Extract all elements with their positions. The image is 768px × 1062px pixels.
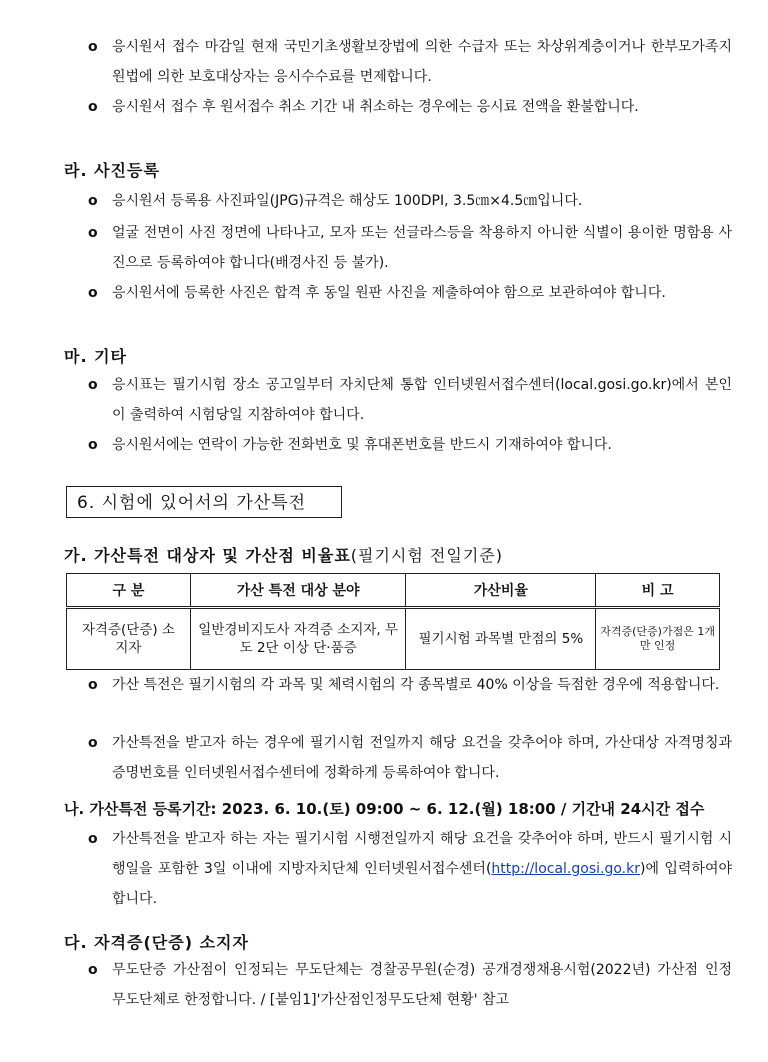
column-header: 구 분	[67, 574, 191, 608]
admission-ticket-item	[88, 370, 732, 430]
photo-keep-text: 응시원서에 등록한 사진은 합격 후 동일 원판 사진을 제출하여야 함으로 보관하여야 합니다.	[112, 285, 666, 301]
bullet-mark: o	[88, 225, 98, 241]
table-cell-category: 자격증(단증) 소지자	[67, 608, 191, 670]
bonus-table-heading	[64, 543, 503, 566]
bonus-threshold-text: 가산 특전은 필기시험의 각 과목 및 체력시험의 각 종목별로 40% 이상을 득점한 경우에 적용합니다.	[112, 677, 720, 693]
registration-item	[88, 824, 732, 914]
cert-section-heading: 다. 자격증(단증) 소지자	[64, 933, 249, 952]
bullet-mark: o	[88, 962, 98, 978]
refund-item	[88, 92, 732, 122]
table-cell-field: 일반경비지도사 자격증 소지자, 무도 2단 이상 단·품증	[190, 608, 406, 670]
contact-text: 응시원서에는 연락이 가능한 전화번호 및 휴대폰번호를 반드시 기재하여야 합니다.	[112, 437, 612, 453]
bullet-mark: o	[88, 285, 98, 301]
bonus-threshold-item	[88, 670, 732, 700]
bullet-mark: o	[88, 39, 98, 55]
bullet-mark: o	[88, 831, 98, 847]
photo-face-item	[88, 218, 732, 278]
registration-text-after: )에 입력하여야 합니다.	[112, 861, 732, 907]
table-cell-ratio: 필기시험 과목별 만점의 5%	[406, 608, 596, 670]
bonus-register-text: 가산특전을 받고자 하는 경우에 필기시험 전일까지 해당 요건을 갖추어야 하며, 가산대상 자격명칭과 증명번호를 인터넷원서접수센터에 정확하게 등록하여야 합니다.	[112, 735, 732, 781]
registration-text	[92, 824, 732, 914]
bullet-mark: o	[88, 677, 98, 693]
photo-spec-item	[88, 186, 732, 216]
refund-text: 응시원서 접수 후 원서접수 취소 기간 내 취소하는 경우에는 응시료 전액을 환불합니다.	[112, 99, 639, 115]
column-header: 가산비율	[406, 574, 596, 608]
martial-arts-text: 무도단증 가산점이 인정되는 무도단체는 경찰공무원(순경) 공개경쟁채용시험(2022년) 가산점 인정 무도단체로 한정합니다. / [붙임1]'가산점인정무도단체 현황' 참고	[112, 962, 732, 1008]
table-row	[67, 608, 720, 670]
bonus-register-item	[88, 728, 732, 788]
registration-text-before: 가산특전을 받고자 하는 자는 필기시험 시행전일까지 해당 요건을 갖추어야 하며, 반드시 필기시험 시행일을 포함한 3일 이내에 지방자치단체 인터넷원서접수센터(	[112, 831, 732, 877]
bullet-mark: o	[88, 99, 98, 115]
registration-period-heading: 나. 가산특전 등록기간: 2023. 6. 10.(토) 09:00 ~ 6. 12.(월) 18:00 / 기간내 24시간 접수	[64, 800, 705, 818]
fee-exemption-item	[88, 32, 732, 92]
photo-keep-item	[88, 278, 732, 308]
photo-face-text: 얼굴 전면이 사진 정면에 나타나고, 모자 또는 선글라스등을 착용하지 아니한 식별이 용이한 명함용 사진으로 등록하여야 합니다(배경사진 등 불가).	[112, 225, 732, 271]
admission-ticket-text: 응시표는 필기시험 장소 공고일부터 자치단체 통합 인터넷원서접수센터(local.gosi.go.kr)에서 본인이 출력하여 시험당일 지참하여야 합니다.	[112, 377, 732, 423]
gosi-link[interactable]: http://local.gosi.go.kr	[491, 861, 640, 877]
column-header: 가산 특전 대상 분야	[190, 574, 406, 608]
table-cell-note: 자격증(단증)가점은 1개만 인정	[596, 608, 720, 670]
photo-section-heading: 라. 사진등록	[64, 161, 160, 180]
bonus-table-heading-suffix: (필기시험 전일기준)	[350, 546, 503, 565]
martial-arts-item	[88, 955, 732, 1015]
fee-exemption-text: 응시원서 접수 마감일 현재 국민기초생활보장법에 의한 수급자 또는 차상위계층이거나 한부모가족지원법에 의한 보호대상자는 응시수수료를 면제합니다.	[112, 39, 732, 85]
photo-spec-text: 응시원서 등록용 사진파일(JPG)규격은 해상도 100DPI, 3.5㎝×4.5㎝입니다.	[112, 193, 583, 209]
bullet-mark: o	[88, 437, 98, 453]
bonus-table	[66, 573, 720, 670]
bullet-mark: o	[88, 193, 98, 209]
table-header-row	[67, 574, 720, 608]
contact-item	[88, 430, 732, 460]
section-6-title: 6. 시험에 있어서의 가산특전	[66, 486, 342, 518]
bonus-table-heading-text: 가. 가산특전 대상자 및 가산점 비율표	[64, 546, 351, 565]
bullet-mark: o	[88, 735, 98, 751]
column-header: 비 고	[596, 574, 720, 608]
etc-section-heading: 마. 기타	[64, 347, 128, 366]
bullet-mark: o	[88, 377, 98, 393]
